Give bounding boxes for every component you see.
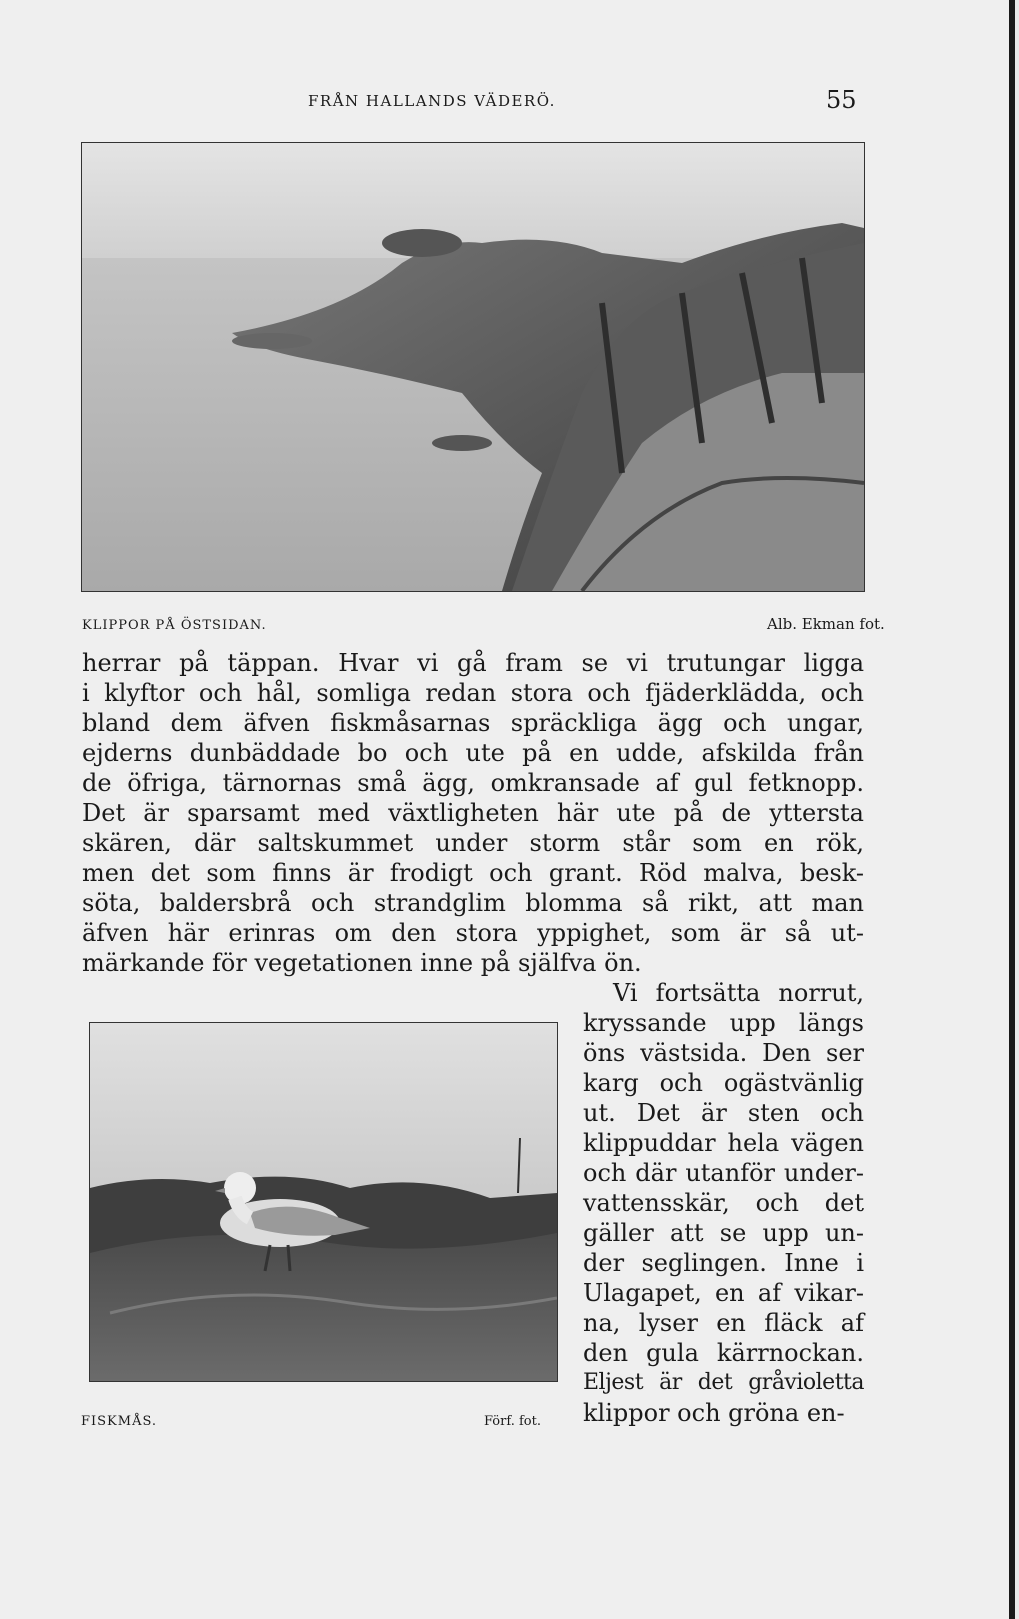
gull-photo-illustration xyxy=(90,1023,557,1381)
text-line: ut. Det är sten och xyxy=(583,1099,864,1127)
text-line: herrar på täppan. Hvar vi gå fram se vi trutungar ligga xyxy=(82,649,864,677)
text-line: men det som finns är frodigt och grant. Röd malva, besk- xyxy=(82,859,864,887)
text-line: kryssande upp längs xyxy=(583,1009,864,1037)
text-line: karg och ogästvänlig xyxy=(583,1069,864,1097)
text-line: skären, där saltskummet under storm står som en rök, xyxy=(82,829,864,857)
text-line: der seglingen. Inne i xyxy=(583,1249,864,1277)
photo-credit: Alb. Ekman fot. xyxy=(767,615,885,633)
text-line: na, lyser en fläck af xyxy=(583,1309,864,1337)
text-line: Ulagapet, en af vikar- xyxy=(583,1279,864,1307)
text-line: söta, baldersbrå och strandglim blomma så rikt, att man xyxy=(82,889,864,917)
figure-caption: FISKMÅS. xyxy=(81,1414,158,1429)
text-line: de öfriga, tärnornas små ägg, omkransade af gul fetknopp. xyxy=(82,769,864,797)
text-line: klippor och gröna en- xyxy=(583,1399,845,1427)
page-number: 55 xyxy=(826,86,857,114)
text-line: bland dem äfven fiskmåsarnas spräckliga ägg och ungar, xyxy=(82,709,864,737)
photo-gull xyxy=(89,1022,558,1382)
text-line: Det är sparsamt med växtligheten här ute på de yttersta xyxy=(82,799,864,827)
text-line: den gula kärrnockan. xyxy=(583,1339,864,1367)
text-line: Vi fortsätta norrut, xyxy=(613,979,864,1007)
text-line: öns västsida. Den ser xyxy=(583,1039,864,1067)
text-line: klippuddar hela vägen xyxy=(583,1129,864,1157)
photo-rocks-east-side xyxy=(81,142,865,592)
text-line: vattensskär, och det xyxy=(583,1189,864,1217)
running-title: FRÅN HALLANDS VÄDERÖ. xyxy=(308,92,556,110)
photo-credit: Förf. fot. xyxy=(484,1414,541,1429)
text-line: äfven här erinras om den stora yppighet, som är så ut- xyxy=(82,919,864,947)
text-line: och där utanför under- xyxy=(583,1159,864,1187)
text-line: märkande för vegetationen inne på själfva ön. xyxy=(82,949,642,977)
text-line: gäller att se upp un- xyxy=(583,1219,864,1247)
figure-caption: KLIPPOR PÅ ÖSTSIDAN. xyxy=(82,618,267,633)
text-line: i klyftor och hål, somliga redan stora och fjäderklädda, och xyxy=(82,679,864,707)
text-line: ejderns dunbäddade bo och ute på en udde, afskilda från xyxy=(82,739,864,767)
rocks-photo-illustration xyxy=(82,143,864,591)
text-line: Eljest är det gråvioletta xyxy=(583,1370,864,1395)
